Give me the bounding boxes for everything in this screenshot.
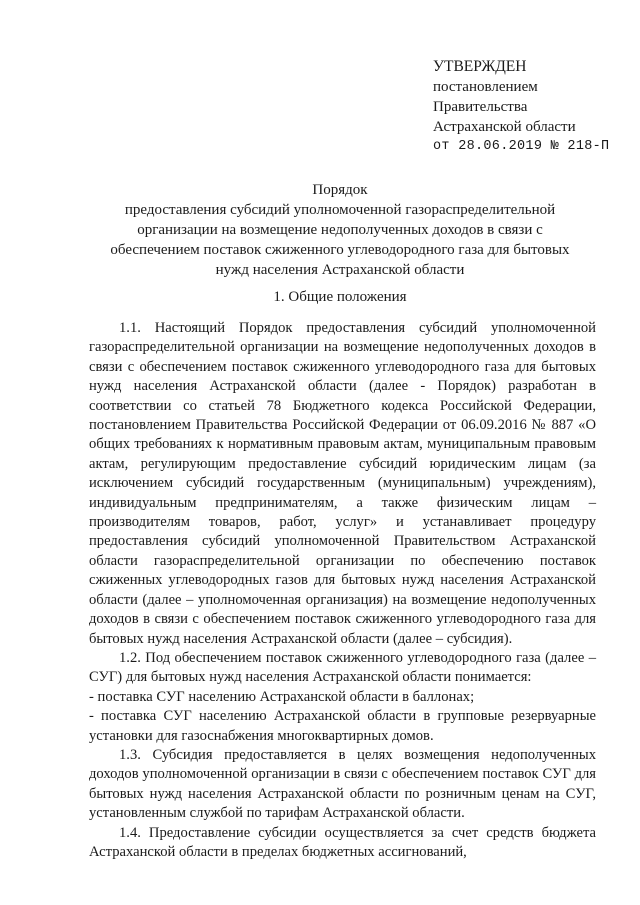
approval-line: Правительства bbox=[433, 99, 528, 115]
section-heading: 1. Общие положения bbox=[273, 289, 407, 305]
paragraph-1-3: 1.3. Субсидия предоставляется в целях возмещения недополученных доходов уполномоченной организации в связи с обеспечением поставок СУГ для бытовых нужд населения Астраханской области по розничным ценам на СУГ, установленным службой по тарифам Астраханской области. bbox=[89, 746, 596, 822]
approval-heading: УТВЕРЖДЕН bbox=[433, 58, 527, 75]
title-line: Порядок bbox=[312, 182, 368, 198]
title-line: нужд населения Астраханской области bbox=[215, 262, 465, 278]
approval-line: постановлением bbox=[433, 79, 538, 95]
document-body bbox=[89, 319, 596, 862]
paragraph-1-1: 1.1. Настоящий Порядок предоставления субсидий уполномоченной газораспределительной организации на возмещение недополученных доходов в связи с обеспечением поставок сжиженного углеводородного газа для бытовых нужд населения Астраханской области (далее - Порядок) разработан в соответствии со статьей 78 Бюджетного кодекса Российской Федерации, постановлением Правительства Российской Федерации от 06.09.2016 № 887 «О общих требованиях к нормативным правовым актам, муниципальным правовым актам, регулирующим предоставление субсидий юридическим лицам (за исключением субсидий государственным (муниципальным) учреждениям), индивидуальным предпринимателям, а также физическим лицам – производителям товаров, работ, услуг» и устанавливает процедуру предоставления субсидий уполномоченной Правительством Астраханской области газораспределительной организации по обеспечению поставок сжиженных углеводородных газов для бытовых нужд населения Астраханской области (далее – уполномоченная организация) на возмещение недополученных доходов в связи с обеспечением поставок сжиженного углеводородного газа для бытовых нужд населения Астраханской области (далее – субсидия). bbox=[89, 320, 596, 647]
approval-line: Астраханской области bbox=[433, 119, 576, 135]
approval-date-line: от 28.06.2019 № 218-П bbox=[433, 139, 610, 154]
title-line: обеспечением поставок сжиженного углеводородного газа для бытовых bbox=[110, 242, 570, 258]
list-item: - поставка СУГ населению Астраханской области в баллонах; bbox=[89, 688, 475, 705]
title-line: организации на возмещение недополученных доходов в связи с bbox=[137, 222, 543, 238]
paragraph-1-2: 1.2. Под обеспечением поставок сжиженного углеводородного газа (далее – СУГ) для бытовых нужд населения Астраханской области понимается: bbox=[89, 649, 596, 686]
list-item: - поставка СУГ населению Астраханской области в групповые резервуарные установки для газоснабжения многоквартирных домов. bbox=[89, 708, 596, 744]
document-title bbox=[80, 180, 600, 280]
approval-stamp bbox=[433, 57, 609, 157]
paragraph-1-4: 1.4. Предоставление субсидии осуществляется за счет средств бюджета Астраханской области в пределах бюджетных ассигнований, bbox=[89, 824, 596, 860]
title-line: предоставления субсидий уполномоченной газораспределительной bbox=[124, 202, 556, 218]
